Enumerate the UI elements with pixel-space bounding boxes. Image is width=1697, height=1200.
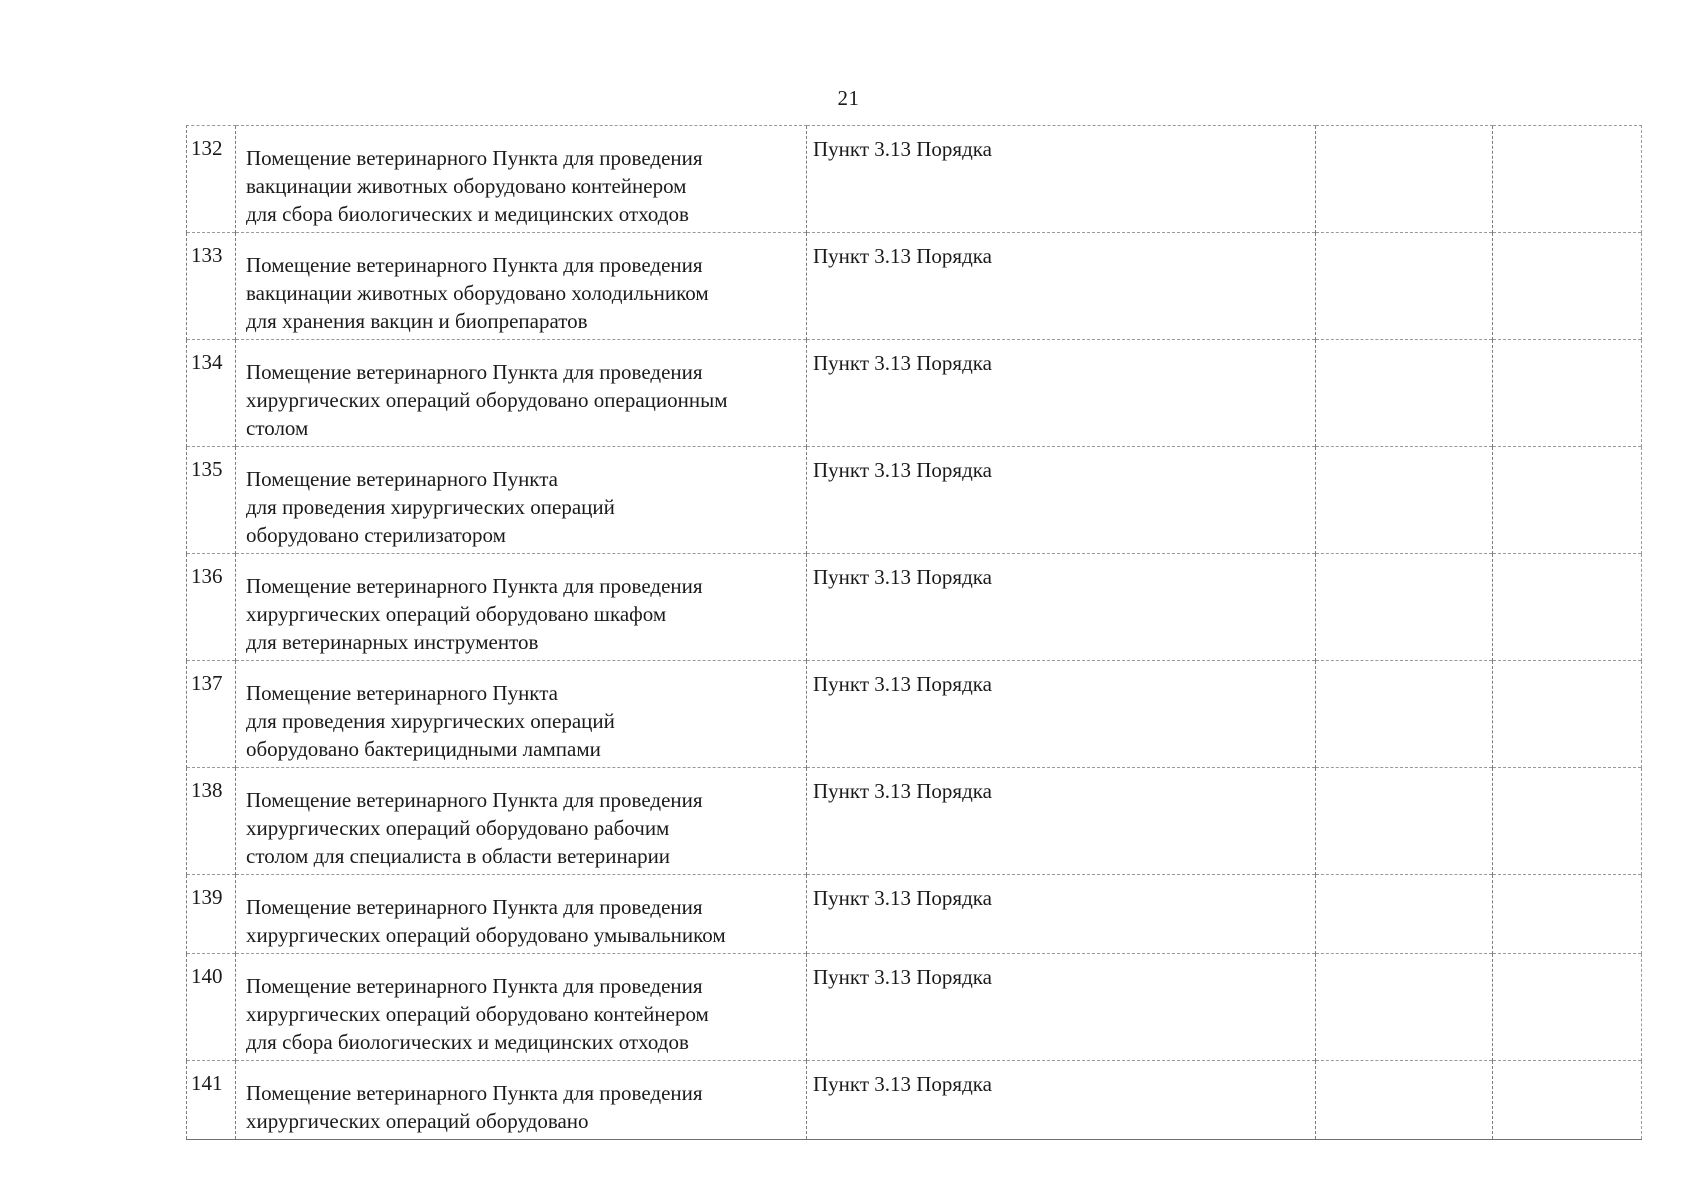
row-number: 132 [191, 136, 223, 160]
reference-cell [807, 126, 1316, 233]
note-cell [1493, 340, 1642, 447]
answer-cell [1316, 447, 1493, 554]
answer-cell [1316, 554, 1493, 661]
reference-text: Пункт 3.13 Порядка [813, 137, 992, 161]
row-number-cell [187, 126, 236, 233]
requirement-cell [236, 447, 807, 554]
reference-cell [807, 233, 1316, 340]
row-number: 133 [191, 243, 223, 267]
table-row [187, 875, 1642, 954]
row-number: 134 [191, 350, 223, 374]
reference-text: Пункт 3.13 Порядка [813, 779, 992, 803]
row-number-cell [187, 554, 236, 661]
note-cell [1493, 875, 1642, 954]
note-cell [1493, 233, 1642, 340]
answer-cell [1316, 875, 1493, 954]
answer-cell [1316, 768, 1493, 875]
row-number: 141 [191, 1071, 223, 1095]
row-number-cell [187, 875, 236, 954]
note-cell [1493, 447, 1642, 554]
reference-text: Пункт 3.13 Порядка [813, 244, 992, 268]
requirement-cell [236, 875, 807, 954]
reference-cell [807, 768, 1316, 875]
row-number: 136 [191, 564, 223, 588]
row-number-cell [187, 447, 236, 554]
requirement-cell [236, 554, 807, 661]
table-row [187, 954, 1642, 1061]
reference-text: Пункт 3.13 Порядка [813, 672, 992, 696]
page-number: 21 [837, 86, 860, 110]
reference-cell [807, 447, 1316, 554]
reference-cell [807, 661, 1316, 768]
requirement-cell [236, 661, 807, 768]
row-number: 138 [191, 778, 223, 802]
requirement-text: Помещение ветеринарного Пункта для проведения вакцинации животных оборудовано контейнером для сбора биологических и медицинских отходов [246, 146, 703, 226]
table-row [187, 661, 1642, 768]
reference-text: Пункт 3.13 Порядка [813, 1072, 992, 1096]
row-number-cell [187, 661, 236, 768]
requirement-cell [236, 126, 807, 233]
requirement-cell [236, 1061, 807, 1140]
requirement-text: Помещение ветеринарного Пункта для проведения хирургических операций оборудовано [246, 1081, 703, 1133]
answer-cell [1316, 126, 1493, 233]
table-row [187, 554, 1642, 661]
requirement-text: Помещение ветеринарного Пункта для проведения хирургических операций оборудовано шкафом для ветеринарных инструментов [246, 574, 703, 654]
requirement-cell [236, 233, 807, 340]
row-number: 140 [191, 964, 223, 988]
row-number-cell [187, 1061, 236, 1140]
reference-cell [807, 1061, 1316, 1140]
reference-cell [807, 554, 1316, 661]
requirement-text: Помещение ветеринарного Пункта для проведения хирургических операций оборудовано умывальником [246, 895, 726, 947]
checklist-table [186, 125, 1642, 1140]
answer-cell [1316, 661, 1493, 768]
table-row [187, 1061, 1642, 1140]
row-number: 139 [191, 885, 223, 909]
requirement-text: Помещение ветеринарного Пункта для проведения хирургических операций оборудовано бактерицидными лампами [246, 681, 615, 761]
note-cell [1493, 554, 1642, 661]
table-row [187, 447, 1642, 554]
requirement-text: Помещение ветеринарного Пункта для проведения хирургических операций оборудовано контейнером для сбора биологических и медицинских отходов [246, 974, 709, 1054]
reference-text: Пункт 3.13 Порядка [813, 458, 992, 482]
row-number: 135 [191, 457, 223, 481]
answer-cell [1316, 1061, 1493, 1140]
row-number-cell [187, 340, 236, 447]
table-row [187, 233, 1642, 340]
note-cell [1493, 126, 1642, 233]
note-cell [1493, 1061, 1642, 1140]
requirement-cell [236, 954, 807, 1061]
row-number-cell [187, 233, 236, 340]
requirement-text: Помещение ветеринарного Пункта для проведения хирургических операций оборудовано рабочим столом для специалиста в области ветеринарии [246, 788, 703, 868]
reference-text: Пункт 3.13 Порядка [813, 565, 992, 589]
reference-text: Пункт 3.13 Порядка [813, 965, 992, 989]
requirement-text: Помещение ветеринарного Пункта для проведения вакцинации животных оборудовано холодильником для хранения вакцин и биопрепаратов [246, 253, 709, 333]
reference-cell [807, 340, 1316, 447]
answer-cell [1316, 340, 1493, 447]
requirement-cell [236, 768, 807, 875]
row-number-cell [187, 768, 236, 875]
row-number: 137 [191, 671, 223, 695]
note-cell [1493, 954, 1642, 1061]
reference-cell [807, 954, 1316, 1061]
requirement-text: Помещение ветеринарного Пункта для проведения хирургических операций оборудовано стерилизатором [246, 467, 615, 547]
reference-text: Пункт 3.13 Порядка [813, 351, 992, 375]
reference-text: Пункт 3.13 Порядка [813, 886, 992, 910]
requirement-text: Помещение ветеринарного Пункта для проведения хирургических операций оборудовано операционным столом [246, 360, 728, 440]
answer-cell [1316, 233, 1493, 340]
row-number-cell [187, 954, 236, 1061]
table-row [187, 768, 1642, 875]
reference-cell [807, 875, 1316, 954]
answer-cell [1316, 954, 1493, 1061]
note-cell [1493, 661, 1642, 768]
note-cell [1493, 768, 1642, 875]
table-row [187, 340, 1642, 447]
requirement-cell [236, 340, 807, 447]
table-row [187, 126, 1642, 233]
